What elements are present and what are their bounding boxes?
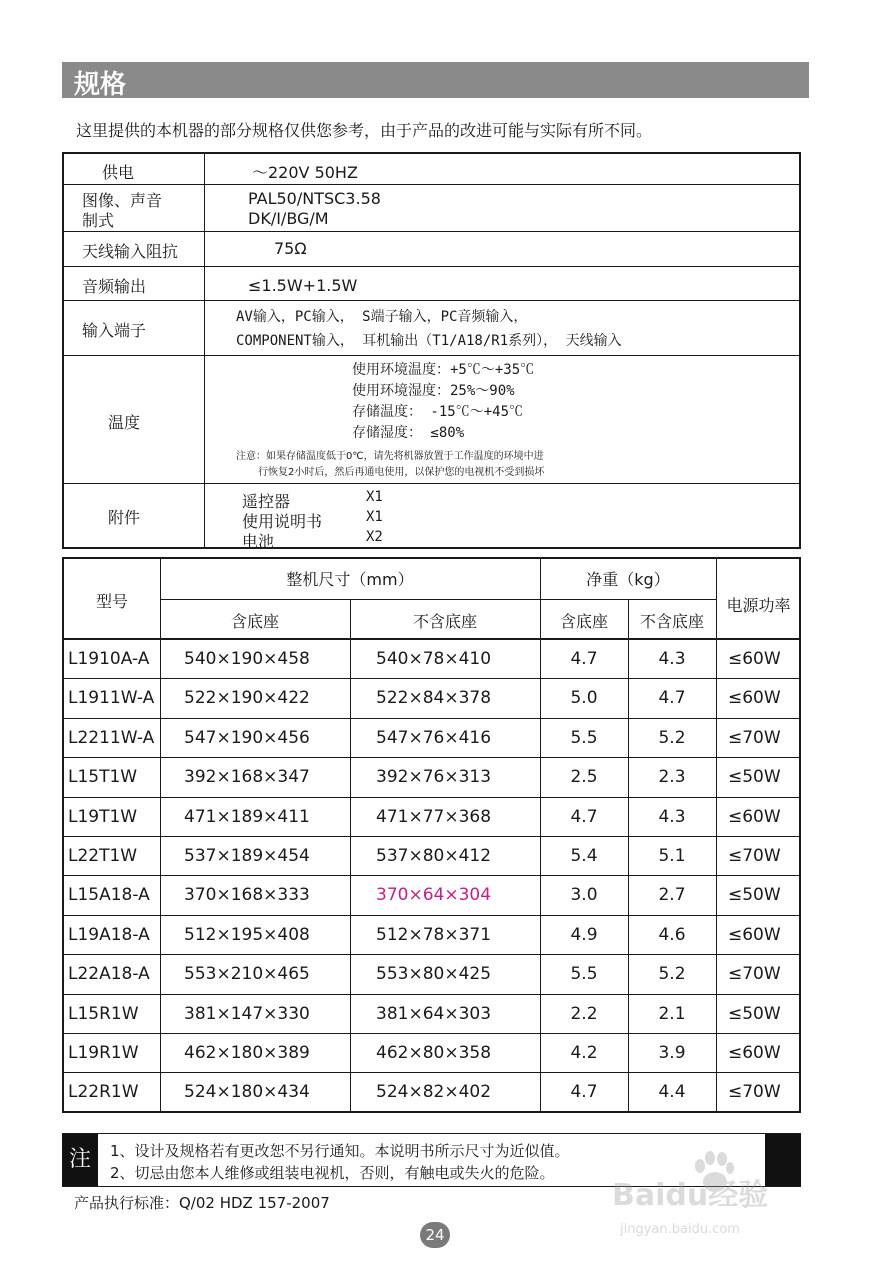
subheader-divider [160,599,716,600]
cell-model: L22A18-A [68,964,150,985]
row-divider [64,915,799,916]
cell-weight-without-stand: 4.6 [658,924,686,945]
cell-dim-without-stand: 537×80×412 [376,846,492,866]
cell-dim-with-stand: 462×180×389 [184,1043,310,1063]
accessory-qty: X1 [366,489,383,505]
watermark-logo: Baidu经验 [612,1178,769,1213]
spec-label: 温度 [108,413,141,432]
cell-power: ≤70W [728,1082,781,1103]
row-divider [64,1033,799,1034]
header-divider [64,638,799,640]
cell-model: L19R1W [68,1043,139,1063]
spec-value: 使用环境温度：+5℃～+35℃ [352,362,535,378]
temperature-note: 注意：如果存储温度低于0℃，请先将机器放置于工作温度的环境中进 [236,451,544,462]
cell-weight-with-stand: 4.9 [570,924,598,945]
cell-power: ≤60W [728,924,781,945]
spec-row-temperature [64,355,799,484]
spec-label: 供电 [102,163,135,182]
cell-weight-with-stand: 2.5 [570,767,598,788]
spec-row-accessories [64,483,799,549]
col-divider [716,559,717,1111]
col-divider [160,559,161,1111]
spec-value: ≤1.5W+1.5W [248,276,358,295]
spec-label: 音频输出 [82,277,147,296]
spec-label: 输入端子 [82,321,147,340]
cell-dim-without-stand: 553×80×425 [376,964,492,985]
cell-model: L22R1W [68,1082,139,1103]
spec-value: PAL50/NTSC3.58 [248,189,381,208]
row-divider [64,797,799,798]
cell-power: ≤50W [728,885,781,906]
accessory-name: 使用说明书 [242,512,323,531]
cell-weight-without-stand: 5.2 [658,964,686,985]
spec-row-audio [64,266,799,301]
col-divider [350,599,351,1111]
cell-power: ≤60W [728,649,781,669]
cell-dim-without-stand: 540×78×410 [376,649,492,669]
cell-dim-with-stand: 392×168×347 [184,767,310,788]
cell-dim-with-stand: 540×190×458 [184,649,310,669]
cell-weight-with-stand: 4.7 [570,806,598,827]
intro-text: 这里提供的本机器的部分规格仅供您参考，由于产品的改进可能与实际有所不同。 [76,121,653,140]
cell-model: L1910A-A [68,649,150,669]
cell-weight-without-stand: 3.9 [658,1043,686,1063]
cell-weight-without-stand: 2.7 [658,885,686,906]
header-weight-without-stand: 不含底座 [639,612,704,631]
spec-label: 制式 [82,211,115,230]
row-divider [64,1072,799,1073]
cell-model: L1911W-A [68,688,155,709]
accessory-name: 电池 [242,532,275,551]
cell-dim-with-stand: 381×147×330 [184,1003,310,1024]
cell-weight-without-stand: 4.4 [658,1082,686,1103]
product-standard: 产品执行标准：Q/02 HDZ 157-2007 [74,1194,330,1212]
cell-dim-without-stand: 381×64×303 [376,1003,492,1024]
cell-model: L15R1W [68,1003,139,1024]
cell-weight-without-stand: 5.2 [658,727,686,748]
cell-dim-with-stand: 537×189×454 [184,846,310,866]
cell-power: ≤50W [728,767,781,788]
row-divider [64,994,799,995]
header-weight: 净重（kg） [586,570,670,589]
note-tag: 注 [62,1134,98,1186]
cell-model: L22T1W [68,846,138,866]
header-without-stand: 不含底座 [412,612,477,631]
spec-label: 附件 [108,508,141,527]
cell-weight-without-stand: 5.1 [658,846,686,866]
cell-weight-with-stand: 5.5 [570,964,598,985]
spec-value: 使用环境湿度：25%～90% [352,383,515,399]
col-divider [628,599,629,1111]
cell-dim-without-stand: 522×84×378 [376,688,492,709]
section-heading-bar [62,62,809,98]
watermark-url: jingyan.baidu.com [620,1222,740,1237]
spec-value: 存储温度： -15℃～+45℃ [352,404,524,420]
header-with-stand: 含底座 [230,612,279,631]
row-divider [64,836,799,837]
accessory-qty: X1 [366,509,383,525]
spec-value: DK/I/BG/M [248,209,329,228]
header-dimensions: 整机尺寸（mm） [286,570,414,589]
cell-model: L15T1W [68,767,138,788]
cell-dim-without-stand: 471×77×368 [376,806,492,827]
spec-value: ～220V 50HZ [252,163,358,182]
cell-weight-with-stand: 2.2 [570,1003,598,1024]
header-power: 电源功率 [726,596,791,615]
cell-model: L19T1W [68,806,138,827]
header-model: 型号 [95,592,128,611]
row-divider [64,875,799,876]
spec-value: 75Ω [274,239,307,258]
cell-weight-without-stand: 4.7 [658,688,686,709]
cell-weight-without-stand: 4.3 [658,806,686,827]
spec-row-power [64,154,799,185]
models-table [62,557,801,1113]
cell-power: ≤60W [728,688,781,709]
cell-weight-with-stand: 3.0 [570,885,598,906]
spec-value: 存储湿度： ≤80% [352,425,465,441]
cell-dim-without-stand: 547×76×416 [376,727,492,748]
cell-weight-without-stand: 2.1 [658,1003,686,1024]
temperature-note: 行恢复2小时后，然后再通电使用，以保护您的电视机不受到损坏 [258,467,545,478]
cell-dim-with-stand: 522×190×422 [184,688,310,709]
cell-weight-with-stand: 5.0 [570,688,598,709]
spec-row-inputs [64,300,799,356]
cell-weight-with-stand: 5.5 [570,727,598,748]
cell-weight-with-stand: 4.7 [570,649,598,669]
cell-power: ≤50W [728,1003,781,1024]
spec-row-av-system [64,184,799,232]
cell-dim-without-stand: 512×78×371 [376,924,492,945]
spec-label: 天线输入阻抗 [82,242,179,261]
cell-power: ≤70W [728,727,781,748]
cell-dim-with-stand: 471×189×411 [184,806,310,827]
row-divider [64,718,799,719]
accessory-qty: X2 [366,529,383,545]
cell-model: L15A18-A [68,885,150,906]
cell-dim-with-stand: 512×195×408 [184,924,310,945]
spec-value: COMPONENT输入， 耳机输出（T1/A18/R1系列）， 天线输入 [236,333,622,349]
spec-row-antenna [64,231,799,267]
col-divider [540,559,541,1111]
cell-dim-with-stand: 524×180×434 [184,1082,310,1103]
spec-value: AV输入，PC输入， S端子输入，PC音频输入， [236,309,528,325]
cell-weight-without-stand: 2.3 [658,767,686,788]
section-heading: 规格 [74,70,127,100]
cell-weight-with-stand: 4.2 [570,1043,598,1063]
cell-model: L19A18-A [68,924,150,945]
note-line: 1、设计及规格若有更改恕不另行通知。本说明书所示尺寸为近似值。 [110,1142,570,1160]
cell-dim-without-stand: 392×76×313 [376,767,492,788]
cell-power: ≤70W [728,964,781,985]
row-divider [64,757,799,758]
row-divider [64,954,799,955]
header-weight-with-stand: 含底座 [559,612,608,631]
cell-dim-without-stand: 524×82×402 [376,1082,492,1103]
page-number: 24 [420,1222,450,1248]
cell-weight-without-stand: 4.3 [658,649,686,669]
cell-dim-without-stand: 370×64×304 [376,885,492,906]
spec-table [62,152,801,549]
cell-power: ≤60W [728,1043,781,1063]
cell-weight-with-stand: 5.4 [570,846,598,866]
note-line: 2、切忌由您本人维修或组装电视机，否则，有触电或失火的危险。 [110,1164,555,1182]
cell-dim-with-stand: 553×210×465 [184,964,310,985]
accessory-name: 遥控器 [242,492,291,511]
cell-model: L2211W-A [68,727,155,748]
cell-dim-with-stand: 370×168×333 [184,885,310,906]
cell-dim-with-stand: 547×190×456 [184,727,310,748]
watermark [612,1150,812,1250]
row-divider [64,678,799,679]
cell-power: ≤70W [728,846,781,866]
spec-label: 图像、声音 [82,191,163,210]
cell-power: ≤60W [728,806,781,827]
cell-weight-with-stand: 4.7 [570,1082,598,1103]
cell-dim-without-stand: 462×80×358 [376,1043,492,1063]
